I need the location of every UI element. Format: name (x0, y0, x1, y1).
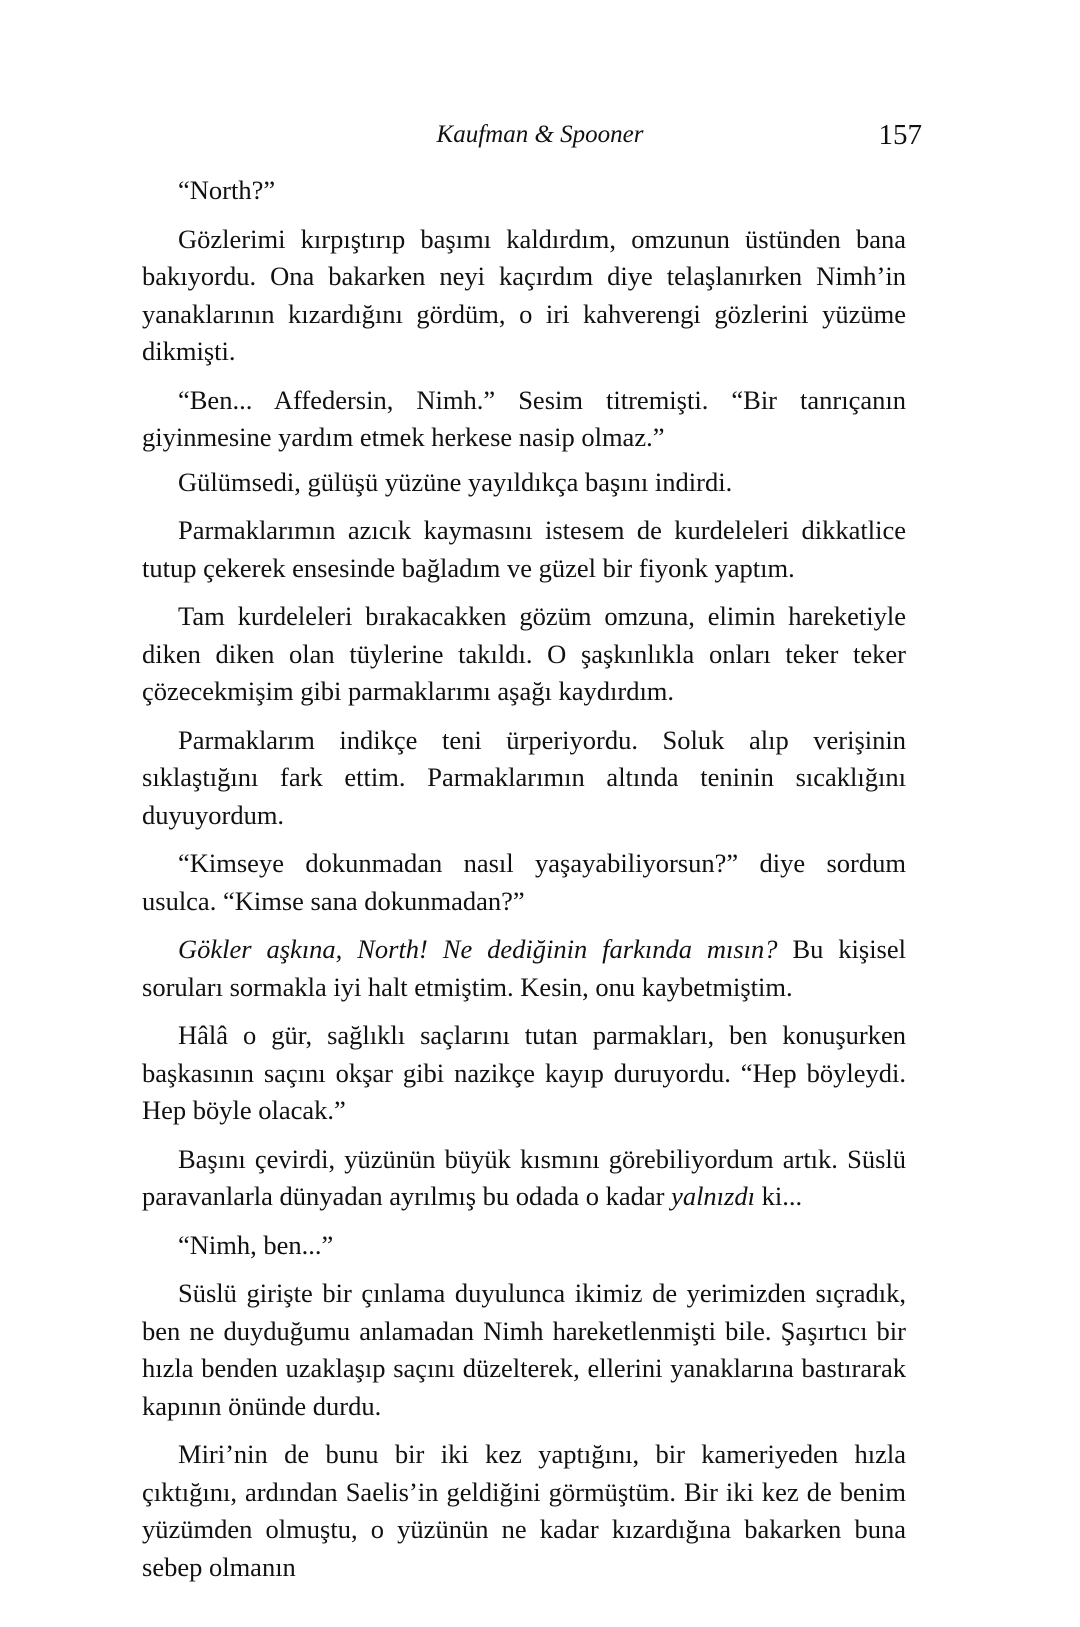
paragraph: “Nimh, ben...” (178, 1229, 334, 1260)
paragraph: “Ben... Affedersin, Nimh.” Sesim titremişti. “Bir tanrıçanın giyinmesine yardım etmek herkese nasip olmaz.” (142, 384, 906, 452)
paragraph: “Kimseye dokunmadan nasıl yaşayabiliyorsun?” diye sordum usulca. “Kimse sana dokunmadan?” (142, 848, 906, 916)
paragraph: Tam kurdeleleri bırakacakken gözüm omzuna, elimin hareketiyle diken diken olan tüylerine takıldı. O şaşkınlıkla onları teker teker çözecekmişim gibi parmaklarımı aşağı kaydırdım. (142, 601, 906, 706)
running-title: Kaufman & Spooner (436, 121, 644, 148)
paragraph: Hâlâ o gür, sağlıklı saçlarını tutan parmakları, ben konuşurken başkasının saçını okşar gibi nazikçe kayıp duruyordu. “Hep böyleydi. Hep böyle olacak.” (142, 1020, 906, 1125)
paragraph: Miri’nin de bunu bir iki kez yaptığını, bir kameriyeden hızla çıktığını, ardından Saelis’in geldiğini görmüştüm. Bir iki kez de benim yüzümden olmuştu, o yüzünün ne kadar kızardığına bakarken buna sebep olmanın (142, 1439, 906, 1582)
running-head (0, 115, 1080, 155)
paragraph: Gökler aşkına, North! Ne dediğinin farkında mısın? Bu kişisel soruları sormakla iyi halt etmiştim. Kesin, onu kaybetmiştim. (142, 934, 906, 1002)
page-number: 157 (878, 119, 922, 151)
paragraph: Başını çevirdi, yüzünün büyük kısmını görebiliyordum artık. Süslü paravanlarla dünyadan ayrılmış bu odada o kadar yalnızdı ki... (142, 1143, 906, 1211)
italic-phrase: Gökler aşkına, North! Ne dediğinin farkında mısın? (178, 934, 778, 964)
paragraph: Gülümsedi, gülüşü yüzüne yayıldıkça başını indirdi. (178, 466, 733, 497)
paragraph: “North?” (178, 175, 276, 205)
paragraph: Gözlerimi kırpıştırıp başımı kaldırdım, omzunun üstünden bana bakıyordu. Ona bakarken neyi kaçırdım diye telaşlanırken Nimh’in yanaklarının kızardığını gördüm, o iri kahverengi gözlerini yüzüme dikmişti. (142, 223, 906, 366)
italic-phrase: yalnızdı (671, 1181, 755, 1211)
paragraph: Parmaklarım indikçe teni ürperiyordu. Soluk alıp verişinin sıklaştığını fark ettim. Parmaklarımın altında teninin sıcaklığını duyuyordum. (142, 724, 906, 830)
body-text (142, 172, 906, 1597)
paragraph: Parmaklarımın azıcık kaymasını istesem de kurdeleleri dikkatlice tutup çekerek ensesinde bağladım ve güzel bir fiyonk yaptım. (142, 515, 906, 583)
paragraph: Süslü girişte bir çınlama duyulunca ikimiz de yerimizden sıçradık, ben ne duyduğumu anlamadan Nimh hareketlenmişti bile. Şaşırtıcı bir hızla benden uzaklaşıp saçını düzelterek, ellerini yanaklarına bastırarak kapının önünde durdu. (142, 1278, 906, 1421)
